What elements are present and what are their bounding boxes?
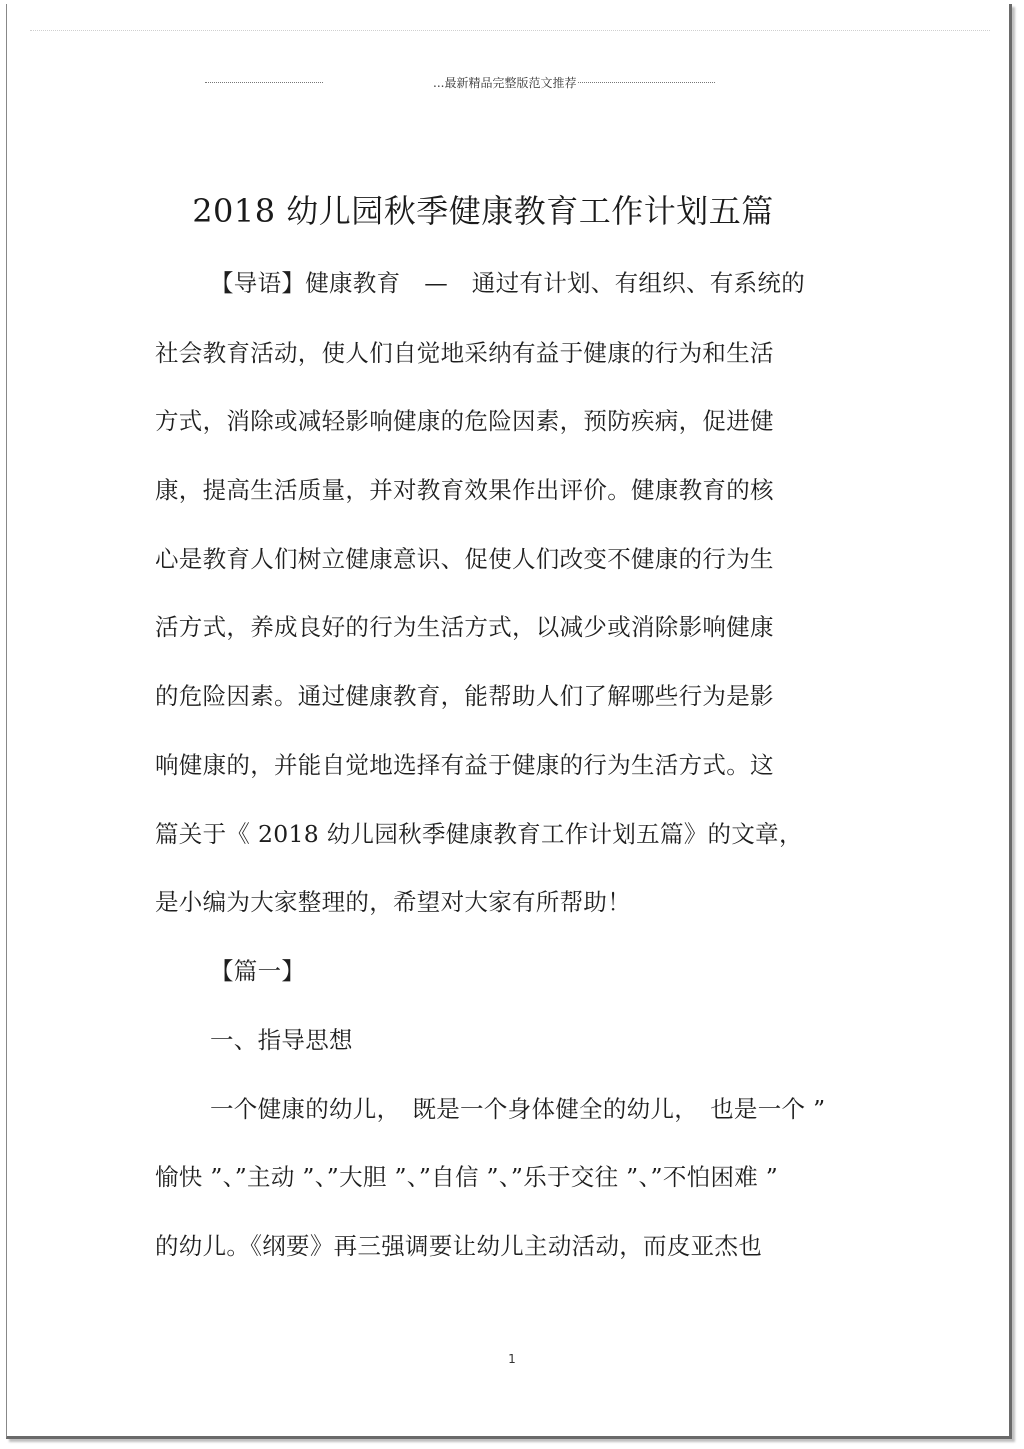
subsection-heading: 一、指导思想	[210, 1026, 353, 1054]
paragraph-line: 心是教育人们树立健康意识、促使人们改变不健康的行为生	[155, 545, 774, 573]
running-header-text: ...最新精品完整版范文推荐	[433, 75, 577, 90]
paragraph-line: 的危险因素。通过健康教育，能帮助人们了解哪些行为是影	[155, 682, 774, 710]
running-header	[205, 74, 715, 90]
paragraph-line: 康，提高生活质量，并对教育效果作出评价。健康教育的核	[155, 476, 774, 504]
header-left-rule	[205, 82, 323, 83]
paragraph-line: 愉快 ”、”主动 ”、”大胆 ”、”自信 ”、”乐于交往 ”、”不怕困难 ”	[155, 1163, 779, 1191]
paragraph-line: 方式，消除或减轻影响健康的危险因素，预防疾病，促进健	[155, 407, 774, 435]
page-number: 1	[508, 1352, 516, 1366]
header-right-rule	[578, 82, 715, 83]
paragraph-line: 社会教育活动，使人们自觉地采纳有益于健康的行为和生活	[155, 339, 774, 367]
paragraph-line: 篇关于《 2018 幼儿园秋季健康教育工作计划五篇》的文章，	[155, 820, 803, 848]
paragraph-line: 【导语】健康教育 — 通过有计划、有组织、有系统的	[210, 269, 805, 297]
top-dotted-rule	[30, 30, 990, 32]
paragraph-line: 的幼儿。《纲要》再三强调要让幼儿主动活动，而皮亚杰也	[155, 1232, 763, 1260]
section-heading: 【篇一】	[210, 957, 306, 985]
paragraph-line: 活方式，养成良好的行为生活方式，以减少或消除影响健康	[155, 613, 774, 641]
paragraph-line: 是小编为大家整理的，希望对大家有所帮助！	[155, 888, 631, 916]
paragraph-line: 一个健康的幼儿， 既是一个身体健全的幼儿， 也是一个 ”	[210, 1095, 826, 1123]
document-title: 2018 幼儿园秋季健康教育工作计划五篇	[192, 192, 774, 230]
paragraph-line: 响健康的，并能自觉地选择有益于健康的行为生活方式。这	[155, 751, 774, 779]
